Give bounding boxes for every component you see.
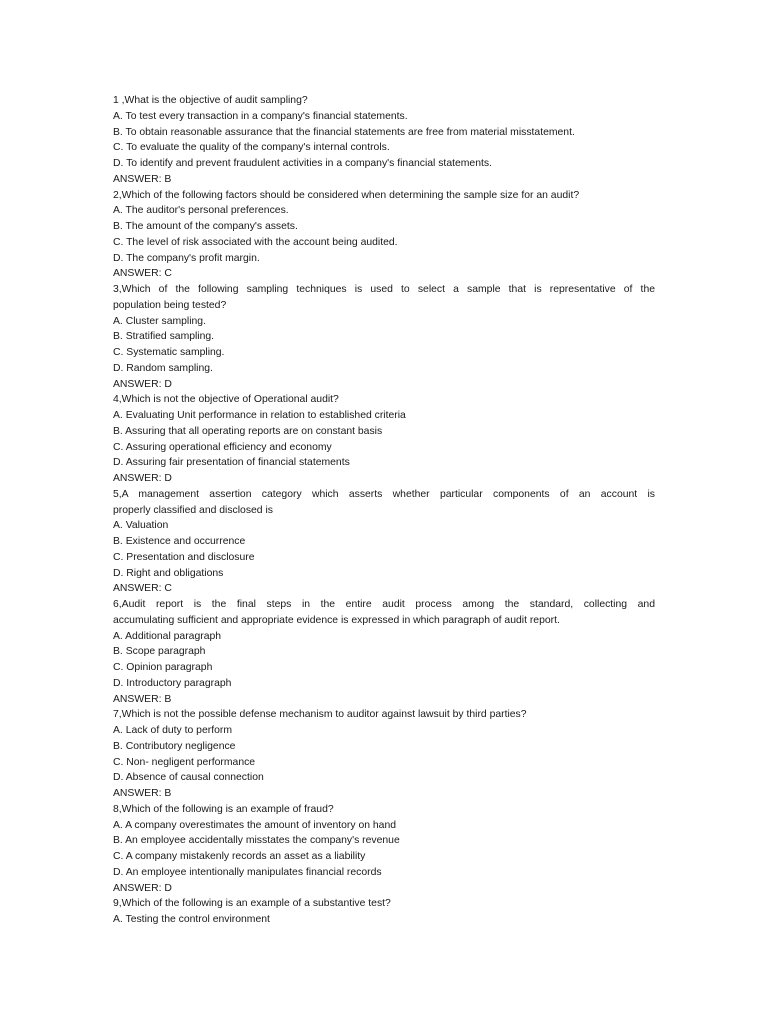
- answer-text: ANSWER: D: [113, 378, 172, 390]
- option-d: D. Introductory paragraph: [113, 677, 232, 689]
- question-text: 9,Which of the following is an example of a substantive test?: [113, 898, 391, 910]
- option-d: D. To identify and prevent fraudulent activities in a company's financial statements.: [113, 158, 492, 169]
- question-block-4: [113, 392, 655, 487]
- question-block-5: [113, 487, 655, 597]
- option-d: D. The company's profit margin.: [113, 252, 260, 264]
- answer-text: ANSWER: B: [113, 693, 172, 705]
- option-a: A. A company overestimates the amount of inventory on hand: [113, 819, 397, 831]
- question-text-line-1: 5,A management assertion category which asserts whether particular components of an account is: [113, 488, 655, 500]
- question-block-8: [113, 802, 655, 897]
- answer-text: ANSWER: C: [113, 268, 172, 280]
- question-text-line-1: 6,Audit report is the final steps in the entire audit process among the standard, collecting and: [113, 599, 655, 610]
- option-a: A. Lack of duty to perform: [113, 725, 232, 736]
- option-b: B. To obtain reasonable assurance that the financial statements are free from material misstatement.: [113, 126, 575, 138]
- option-d: D. Absence of causal connection: [113, 772, 264, 784]
- question-block-9: [113, 896, 655, 928]
- option-c: C. Non- negligent performance: [113, 756, 256, 768]
- option-d: D. Right and obligations: [113, 567, 224, 579]
- option-a: A. The auditor's personal preferences.: [113, 205, 289, 217]
- option-c: C. The level of risk associated with the account being audited.: [113, 236, 398, 248]
- option-b: B. Contributory negligence: [113, 740, 236, 752]
- option-d: D. An employee intentionally manipulates financial records: [113, 866, 382, 878]
- option-c: C. To evaluate the quality of the company's internal controls.: [113, 142, 390, 154]
- option-c: C. A company mistakenly records an asset as a liability: [113, 851, 366, 862]
- option-c: C. Opinion paragraph: [113, 662, 213, 673]
- option-c: C. Presentation and disclosure: [113, 551, 255, 563]
- answer-text: ANSWER: B: [113, 173, 172, 185]
- option-a: A. Testing the control environment: [113, 914, 270, 925]
- option-a: A. Additional paragraph: [113, 630, 222, 642]
- document-page: [113, 93, 655, 928]
- question-text: 7,Which is not the possible defense mechanism to auditor against lawsuit by third parties?: [113, 709, 527, 721]
- question-text-line-2: properly classified and disclosed is: [113, 504, 273, 516]
- option-c: C. Assuring operational efficiency and economy: [113, 441, 332, 453]
- question-block-1: [113, 93, 655, 188]
- question-block-3: [113, 282, 655, 392]
- option-a: A. Evaluating Unit performance in relation to established criteria: [113, 410, 406, 421]
- answer-text: ANSWER: D: [113, 882, 172, 894]
- question-text: 2,Which of the following factors should be considered when determining the sample size for an audit?: [113, 189, 580, 201]
- option-d: D. Assuring fair presentation of financial statements: [113, 457, 350, 469]
- question-text: 1 ,What is the objective of audit sampling?: [113, 95, 308, 106]
- option-a: A. To test every transaction in a company's financial statements.: [113, 110, 408, 122]
- option-c: C. Systematic sampling.: [113, 347, 225, 358]
- option-a: A. Cluster sampling.: [113, 315, 206, 327]
- question-text: 8,Which of the following is an example of fraud?: [113, 803, 334, 815]
- option-d: D. Random sampling.: [113, 362, 213, 374]
- option-b: B. The amount of the company's assets.: [113, 221, 298, 232]
- option-b: B. Assuring that all operating reports are on constant basis: [113, 425, 383, 437]
- option-b: B. Existence and occurrence: [113, 536, 246, 547]
- option-b: B. Stratified sampling.: [113, 331, 215, 343]
- option-b: B. Scope paragraph: [113, 646, 206, 658]
- question-text-line-2: population being tested?: [113, 299, 227, 311]
- option-b: B. An employee accidentally misstates the company's revenue: [113, 835, 400, 847]
- question-block-6: [113, 597, 655, 707]
- question-text-line-1: 3,Which of the following sampling techniques is used to select a sample that is representative of the: [113, 284, 655, 295]
- option-a: A. Valuation: [113, 520, 169, 532]
- answer-text: ANSWER: C: [113, 583, 172, 595]
- question-text: 4,Which is not the objective of Operational audit?: [113, 394, 339, 406]
- answer-text: ANSWER: B: [113, 788, 172, 799]
- question-block-7: [113, 707, 655, 802]
- question-text-line-2: accumulating sufficient and appropriate evidence is expressed in which paragraph of audit report.: [113, 614, 560, 626]
- answer-text: ANSWER: D: [113, 473, 172, 484]
- question-block-2: [113, 188, 655, 283]
